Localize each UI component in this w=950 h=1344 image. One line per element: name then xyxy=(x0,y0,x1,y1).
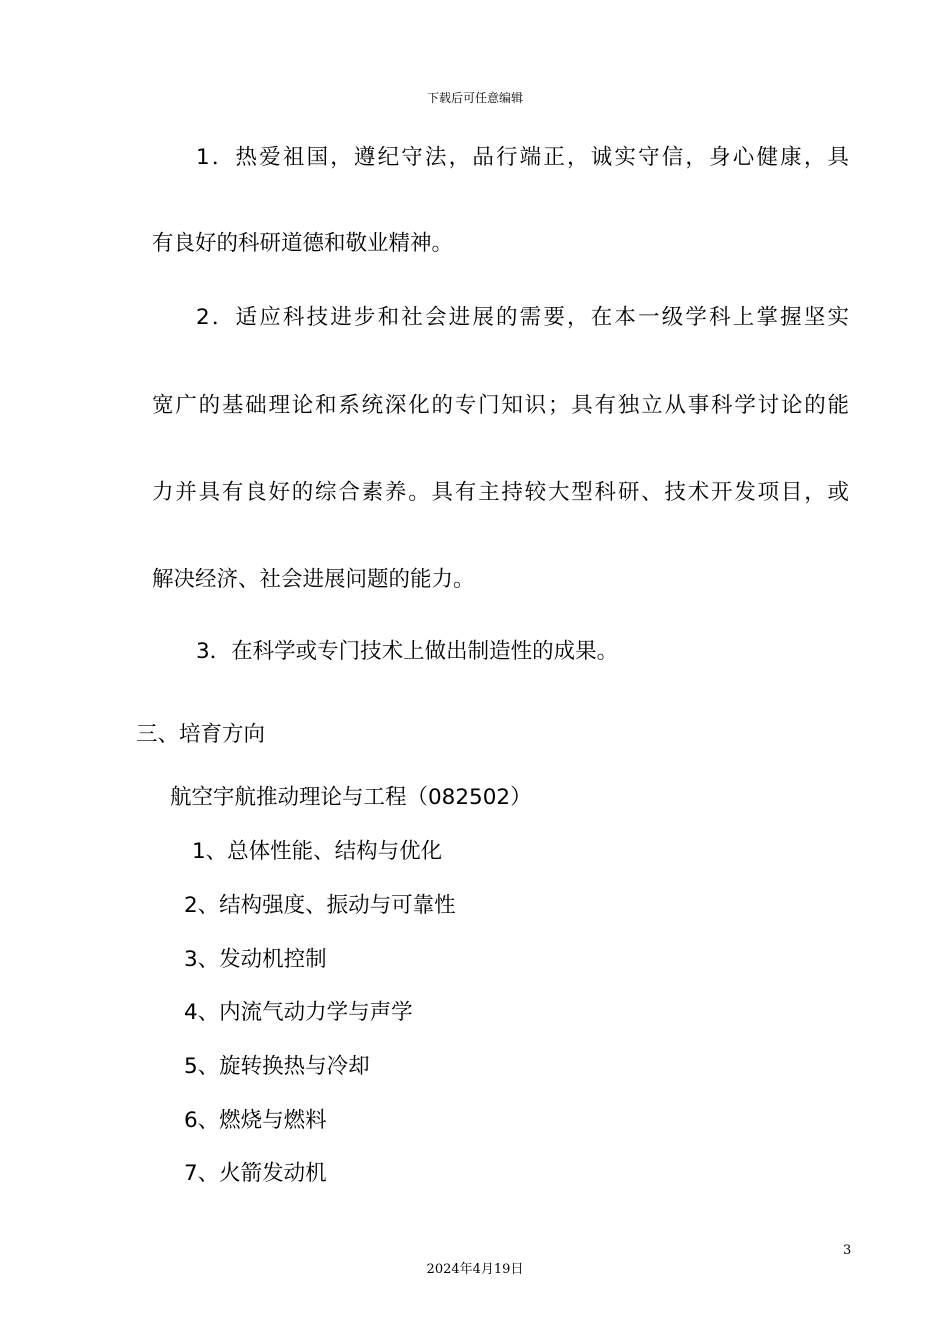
goal-2-line-4: 解决经济、社会进展问题的能力。 xyxy=(152,567,475,592)
goal-2-line-3: 力并具有良好的综合素养。具有主持较大型科研、技术开发项目，或 xyxy=(152,480,849,505)
direction-item: 7、火箭发动机 xyxy=(184,1161,327,1186)
section-heading: 三、培育方向 xyxy=(136,722,266,747)
direction-item: 4、内流气动力学与声学 xyxy=(184,1000,413,1025)
direction-item: 1、总体性能、结构与优化 xyxy=(192,839,443,864)
goal-1-line-1: 1．热爱祖国，遵纪守法，品行端正，诚实守信，身心健康，具 xyxy=(196,145,849,170)
goal-1-line-2: 有良好的科研道德和敬业精神。 xyxy=(152,231,454,256)
page-number: 3 xyxy=(843,1243,852,1258)
direction-item: 2、结构强度、振动与可靠性 xyxy=(184,893,456,918)
direction-item: 6、燃烧与燃料 xyxy=(184,1108,327,1133)
goal-2-line-2: 宽广的基础理论和系统深化的专门知识；具有独立从事科学讨论的能 xyxy=(152,393,849,418)
page-header: 下载后可任意编辑 xyxy=(426,91,523,105)
footer-date: 2024年4月19日 xyxy=(426,1262,524,1277)
goal-3-line-1: 3．在科学或专门技术上做出制造性的成果。 xyxy=(196,639,619,664)
direction-item: 5、旋转换热与冷却 xyxy=(184,1054,370,1079)
subject-title: 航空宇航推动理论与工程（082502） xyxy=(170,785,532,810)
direction-item: 3、发动机控制 xyxy=(184,947,327,972)
goal-2-line-1: 2．适应科技进步和社会进展的需要，在本一级学科上掌握坚实 xyxy=(196,305,849,330)
